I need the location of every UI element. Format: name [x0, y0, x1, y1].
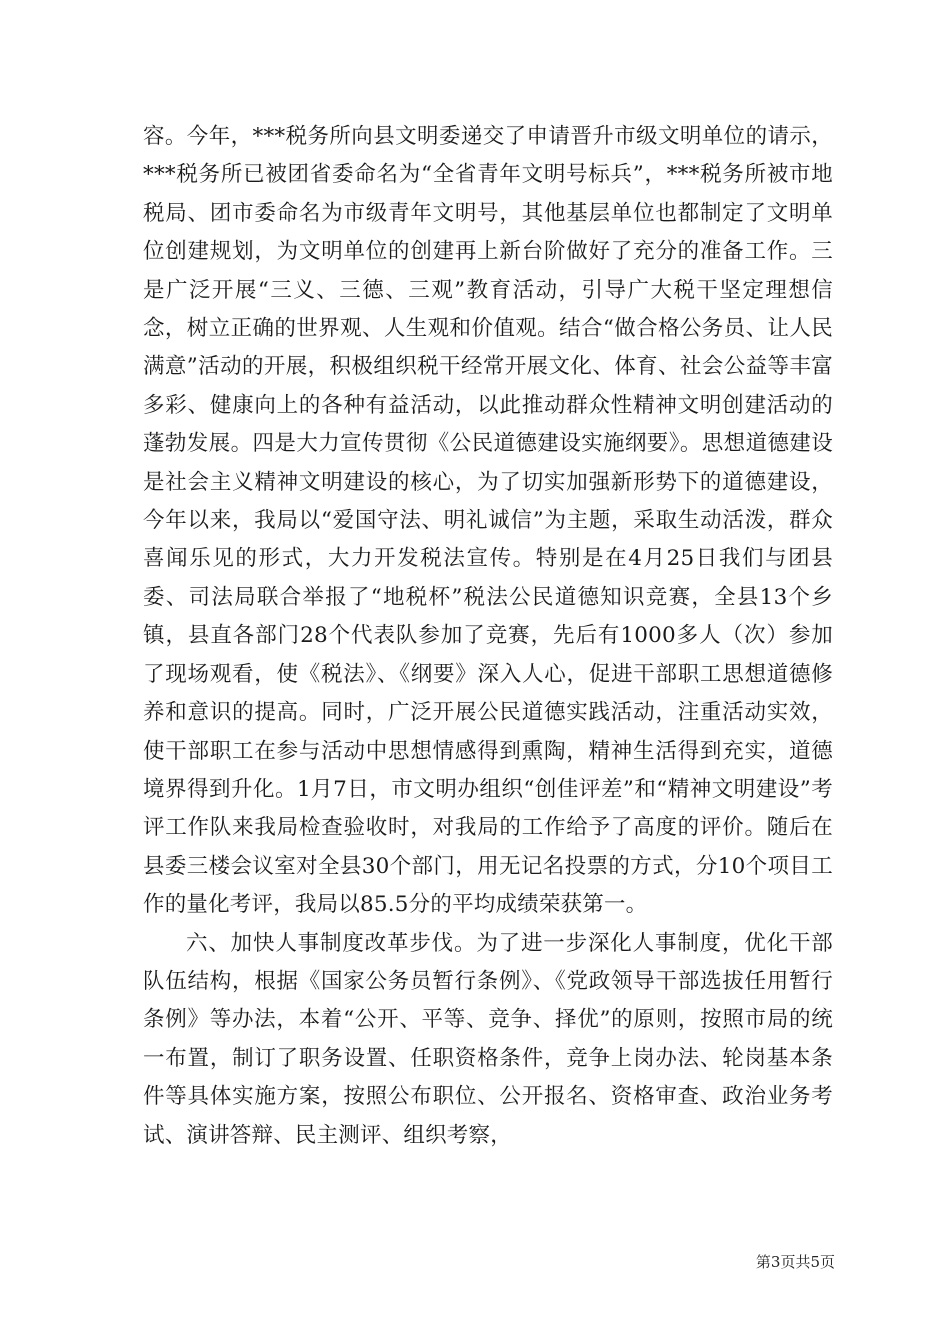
paragraph-continued: 容。今年，***税务所向县文明委递交了申请晋升市级文明单位的请示，***税务所已被团省委命名为“全省青年文明号标兵”，***税务所被市地税局、团市委命名为市级青年文明号，其他基层单位也都制定了文明单位创建规划，为文明单位的创建再上新台阶做好了充分的准备工作。三是广泛开展“三义、三德、三观”教育活动，引导广大税干坚定理想信念，树立正确的世界观、人生观和价值观。结合“做合格公务员、让人民满意”活动的开展，积极组织税干经常开展文化、体育、社会公益等丰富多彩、健康向上的各种有益活动，以此推动群众性精神文明创建活动的蓬勃发展。四是大力宣传贯彻《公民道德建设实施纲要》。思想道德建设是社会主义精神文明建设的核心，为了切实加强新形势下的道德建设，今年以来，我局以“爱国守法、明礼诚信”为主题，采取生动活泼，群众喜闻乐见的形式，大力开发税法宣传。特别是在4月25日我们与团县委、司法局联合举报了“地税杯”税法公民道德知识竞赛，全县13个乡镇，县直各部门28个代表队参加了竞赛，先后有1000多人（次）参加了现场观看，使《税法》、《纲要》深入人心，促进干部职工思想道德修养和意识的提高。同时，广泛开展公民道德实践活动，注重活动实效，使干部职工在参与活动中思想情感得到熏陶，精神生活得到充实，道德境界得到升化。1月7日，市文明办组织“创佳评差”和“精神文明建设”考评工作队来我局检查验收时，对我局的工作给予了高度的评价。随后在县委三楼会议室对全县30个部门，用无记名投票的方式，分10个项目工作的量化考评，我局以85.5分的平均成绩荣获第一。: [143, 124, 833, 918]
document-body: [143, 118, 833, 1155]
page-number: 第3页共5页: [755, 1253, 835, 1271]
paragraph-section-six: 六、加快人事制度改革步伐。为了进一步深化人事制度，优化干部队伍结构，根据《国家公务员暂行条例》、《党政领导干部选拔任用暂行条例》等办法，本着“公开、平等、竞争、择优”的原则，按照市局的统一布置，制订了职务设置、任职资格条件，竞争上岗办法、轮岗基本条件等具体实施方案，按照公布职位、公开报名、资格审查、政治业务考试、演讲答辩、民主测评、组织考察，: [143, 930, 833, 1148]
